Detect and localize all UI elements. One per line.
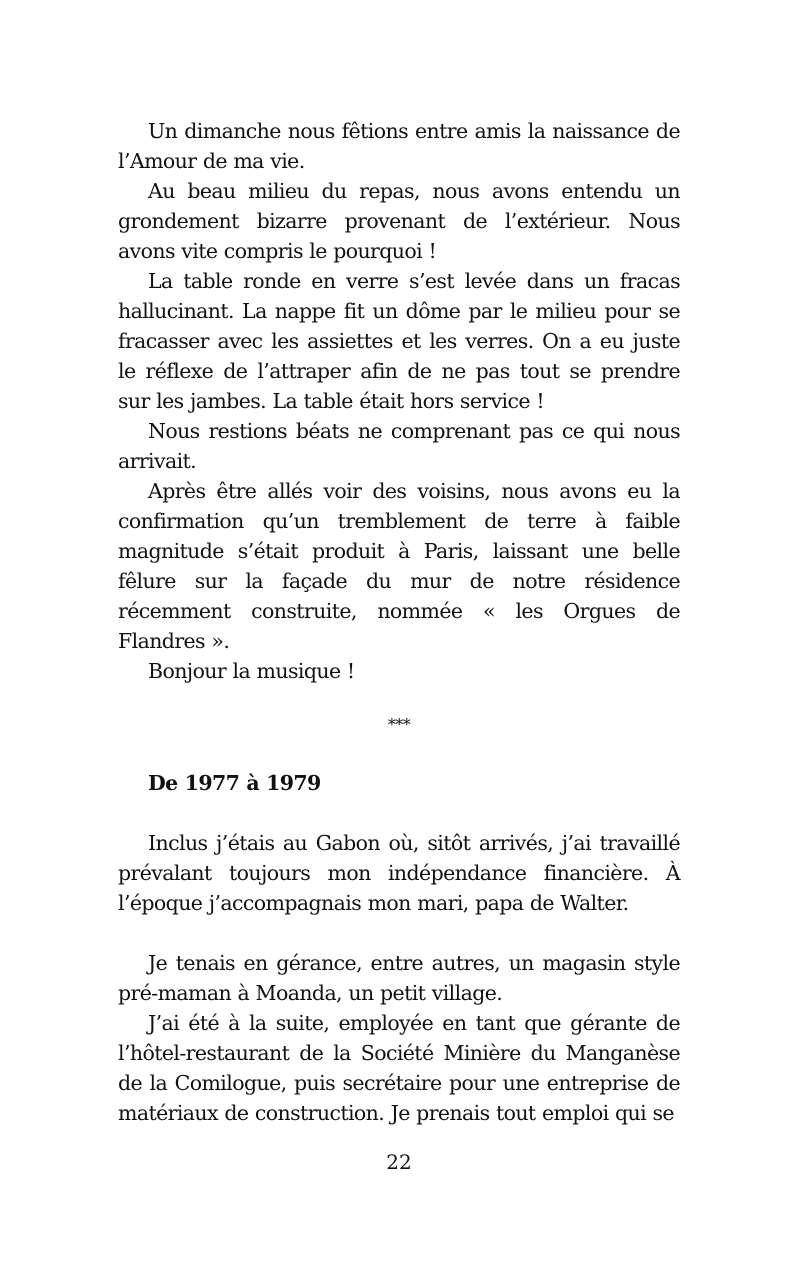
page-body [118, 116, 680, 1128]
paragraph: Nous restions béats ne comprenant pas ce qui nous arrivait. [118, 419, 680, 473]
section-heading: De 1977 à 1979 [148, 771, 321, 795]
paragraph: La table ronde en verre s’est levée dans un fracas hallucinant. La nappe fit un dôme par le milieu pour se fracasser avec les assiettes et les verres. On a eu juste le réflexe de l’attraper afin de ne pas tout se prendre sur les jambes. La table était hors service ! [118, 269, 680, 413]
section-separator: *** [387, 715, 411, 734]
paragraph: Au beau milieu du repas, nous avons entendu un grondement bizarre provenant de l’extérieur. Nous avons vite compris le pourquoi ! [118, 179, 680, 263]
paragraph: Inclus j’étais au Gabon où, sitôt arrivés, j’ai travaillé prévalant toujours mon indépendance financière. À l’époque j’accompagnais mon mari, papa de Walter. [118, 831, 680, 915]
paragraph: J’ai été à la suite, employée en tant que gérante de l’hôtel-restaurant de la Société Minière du Manganèse de la Comilogue, puis secrétaire pour une entreprise de matériaux de construction. Je prenais tout emploi qui se [118, 1011, 680, 1125]
paragraph: Je tenais en gérance, entre autres, un magasin style pré-maman à Moanda, un petit village. [118, 951, 680, 1005]
paragraph: Bonjour la musique ! [148, 659, 355, 683]
page-number: 22 [386, 1150, 412, 1174]
paragraph: Après être allés voir des voisins, nous avons eu la confirmation qu’un tremblement de terre à faible magnitude s’était produit à Paris, laissant une belle fêlure sur la façade du mur de notre résidence récemment construite, nommée « les Orgues de Flandres ». [118, 479, 680, 653]
paragraph: Un dimanche nous fêtions entre amis la naissance de l’Amour de ma vie. [118, 119, 680, 173]
